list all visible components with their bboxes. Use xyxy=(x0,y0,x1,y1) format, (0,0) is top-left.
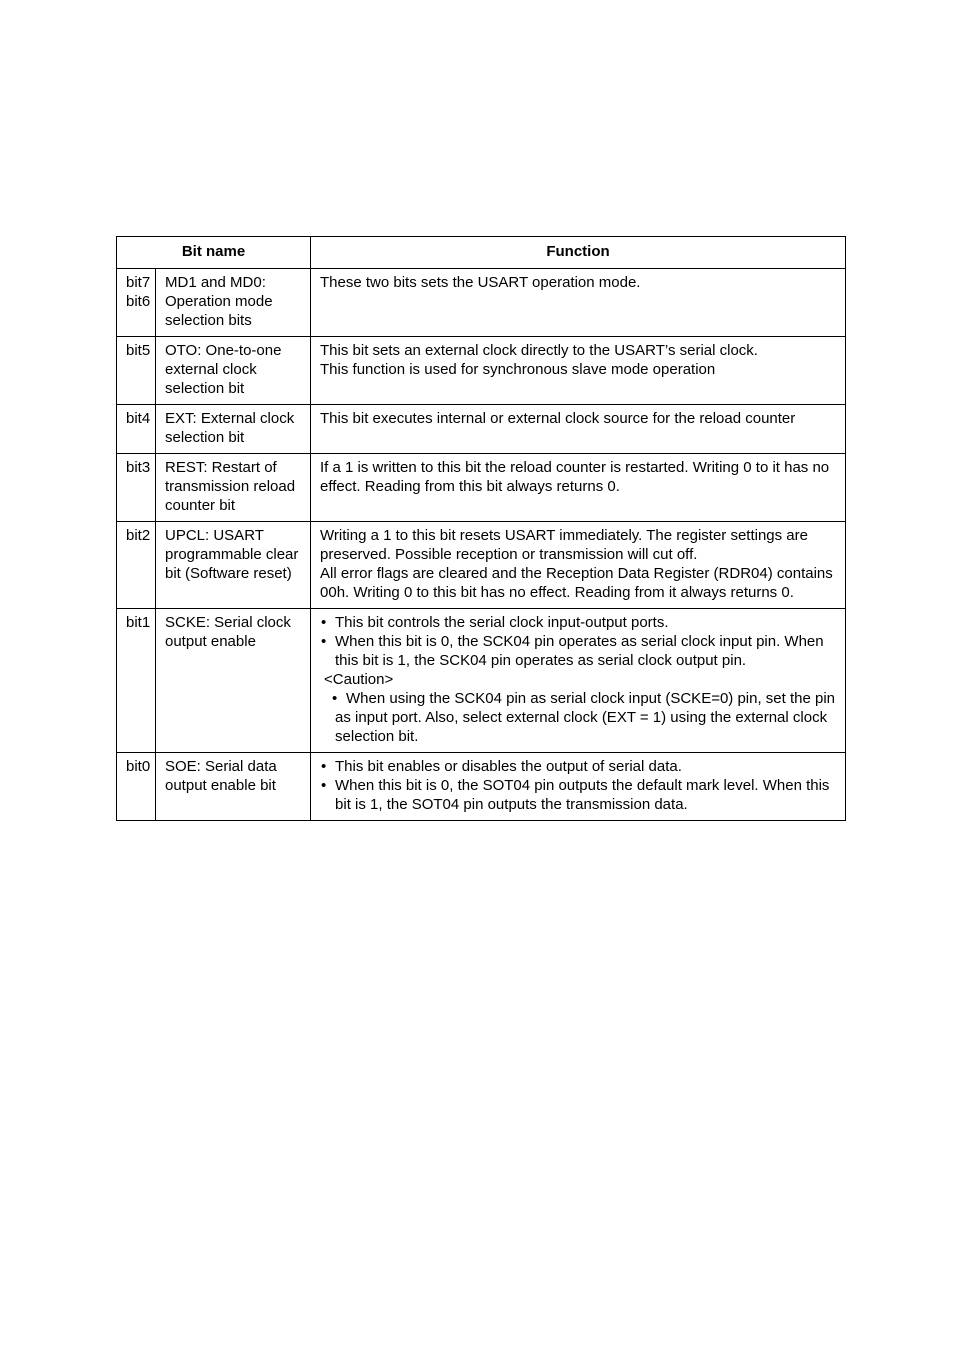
function-bullet: • When this bit is 0, the SCK04 pin operates as serial clock input pin. When this bit is 1, the SCK04 pin operates as serial clock output pin. xyxy=(320,632,836,670)
function-cell xyxy=(311,454,846,522)
function-bullet-list xyxy=(320,613,836,670)
bit-name-cell: UPCL: USART programmable clear bit (Software reset) xyxy=(156,522,311,609)
function-cell xyxy=(311,609,846,753)
table-row xyxy=(117,269,846,337)
caution-label: <Caution> xyxy=(324,671,394,688)
bit-name-cell: OTO: One-to-one external clock selection bit xyxy=(156,337,311,405)
function-text: If a 1 is written to this bit the reload counter is restarted. Writing 0 to it has no effect. Reading from this bit always returns 0. xyxy=(320,459,830,495)
caution-text: When using the SCK04 pin as serial clock input (SCKE=0) pin, set the pin as input port. Also, select external clock (EXT = 1) using the external clock selection bit. xyxy=(335,690,836,745)
function-text: Writing a 1 to this bit resets USART immediately. The register settings are preserved. Possible reception or transmission will cut off. xyxy=(320,527,808,563)
function-bullet-list xyxy=(320,757,836,814)
bit-number-cell xyxy=(117,269,156,337)
bit-number-cell: bit2 xyxy=(117,522,156,609)
bit-name-cell: MD1 and MD0: Operation mode selection bits xyxy=(156,269,311,337)
table-header-row xyxy=(117,237,846,269)
table-row xyxy=(117,753,846,821)
function-text: This bit executes internal or external clock source for the reload counter xyxy=(320,410,796,427)
function-text: All error flags are cleared and the Reception Data Register (RDR04) contains 00h. Writing 0 to this bit has no effect. Reading from it always returns 0. xyxy=(320,565,833,601)
function-bullet: • When this bit is 0, the SOT04 pin outputs the default mark level. When this bit is 1, the SOT04 pin outputs the transmission data. xyxy=(320,776,836,814)
bit-name-cell: SCKE: Serial clock output enable xyxy=(156,609,311,753)
function-cell xyxy=(311,337,846,405)
bit-number-cell: bit3 xyxy=(117,454,156,522)
bit-number: bit7 xyxy=(126,274,151,291)
table-row xyxy=(117,522,846,609)
function-cell xyxy=(311,522,846,609)
header-bit-name: Bit name xyxy=(117,237,311,269)
function-bullet: • This bit controls the serial clock input-output ports. xyxy=(320,613,836,632)
function-text: This function is used for synchronous slave mode operation xyxy=(320,361,716,378)
bit-name-cell: SOE: Serial data output enable bit xyxy=(156,753,311,821)
function-cell xyxy=(311,405,846,454)
bit-number-cell: bit1 xyxy=(117,609,156,753)
table-row xyxy=(117,609,846,753)
caution-item xyxy=(320,689,836,746)
function-text: This bit sets an external clock directly to the USART’s serial clock. xyxy=(320,342,758,359)
bit-number: bit6 xyxy=(126,293,151,310)
function-text: These two bits sets the USART operation mode. xyxy=(320,274,641,291)
bit-number-cell: bit0 xyxy=(117,753,156,821)
bit-name-cell: REST: Restart of transmission reload counter bit xyxy=(156,454,311,522)
bit-function-table xyxy=(116,236,846,821)
bit-number-cell: bit4 xyxy=(117,405,156,454)
bit-number-cell: bit5 xyxy=(117,337,156,405)
function-bullet: • This bit enables or disables the output of serial data. xyxy=(320,757,836,776)
table-row xyxy=(117,337,846,405)
bit-name-cell: EXT: External clock selection bit xyxy=(156,405,311,454)
table-row xyxy=(117,405,846,454)
bullet-icon: • xyxy=(332,690,338,707)
table-row xyxy=(117,454,846,522)
function-cell xyxy=(311,753,846,821)
header-function: Function xyxy=(311,237,846,269)
function-cell xyxy=(311,269,846,337)
